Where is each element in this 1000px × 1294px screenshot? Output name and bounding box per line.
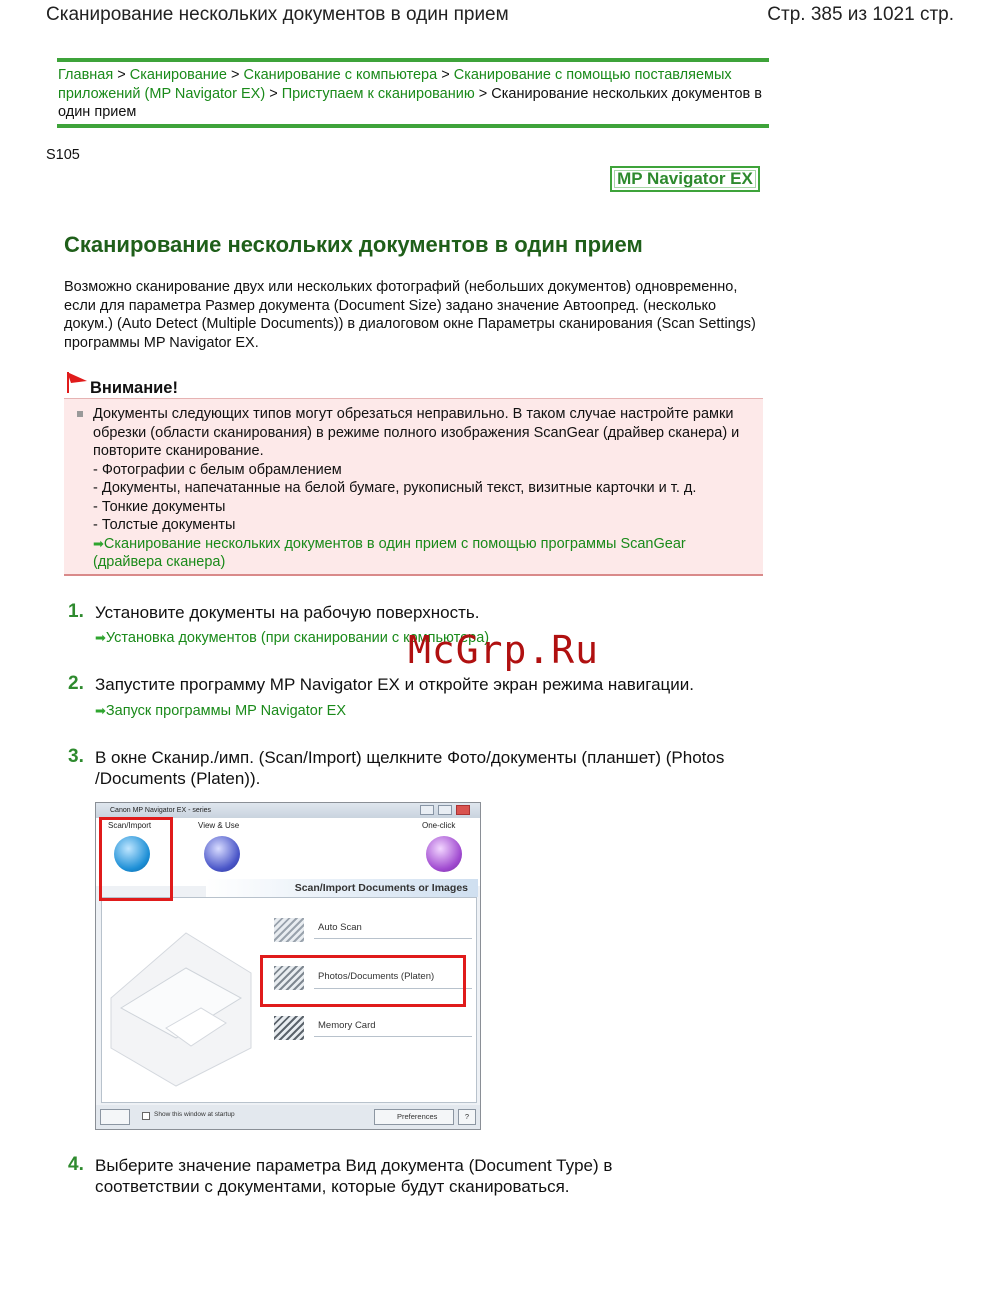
- warning-link[interactable]: Сканирование нескольких документов в один прием с помощью программы ScanGear (драйвера сканера): [93, 535, 686, 570]
- warning-flag-icon: [66, 371, 88, 393]
- step-text: Выберите значение параметра Вид документа (Document Type) в соответствии с документами, которые будут сканироваться.: [95, 1156, 613, 1196]
- warning-item: - Фотографии с белым обрамлением: [93, 461, 342, 478]
- tab-view-use[interactable]: View & Use: [198, 821, 240, 830]
- preferences-label: Preferences: [397, 1112, 438, 1121]
- breadcrumb-separator: >: [230, 67, 240, 83]
- app-screenshot: [95, 802, 481, 1130]
- highlight-scan-import: [99, 817, 173, 901]
- help-button[interactable]: [458, 1109, 476, 1125]
- warning-item: - Толстые документы: [93, 517, 236, 533]
- toggle-view-button[interactable]: [100, 1109, 130, 1125]
- step-link[interactable]: Установка документов (при сканировании с компьютера): [105, 630, 490, 646]
- maximize-icon[interactable]: [438, 805, 452, 815]
- warning-text: Документы следующих типов могут обрезаться неправильно. В таком случае настройте рамки обрезки (области сканирования) в режиме полного изображения ScanGear (драйвер сканера) и повторите сканирование.: [93, 406, 740, 459]
- breadcrumb-link-apps[interactable]: Сканирование с помощью поставляемых приложений (MP Navigator EX): [58, 67, 732, 102]
- breadcrumb-separator: >: [117, 67, 126, 83]
- one-click-icon[interactable]: [426, 836, 462, 872]
- auto-scan-icon[interactable]: [274, 918, 304, 942]
- step-link-row: [95, 703, 346, 719]
- warning-item: - Документы, напечатанные на белой бумаге, рукописный текст, визитные карточки и т. д.: [93, 480, 697, 496]
- tab-one-click[interactable]: One-click: [422, 821, 456, 830]
- section-banner: Scan/Import Documents or Images: [206, 879, 478, 897]
- badge-frame: [614, 170, 756, 188]
- page-code: S105: [46, 147, 80, 163]
- preferences-button[interactable]: [374, 1109, 454, 1125]
- step-number: 1.: [68, 601, 84, 622]
- warning-item: - Тонкие документы: [93, 498, 226, 515]
- option-memory-card[interactable]: Memory Card: [318, 1020, 376, 1031]
- document-title: Сканирование нескольких документов в один прием: [46, 4, 509, 25]
- scanner-illustration-icon: [106, 928, 256, 1088]
- breadcrumb-separator: >: [269, 85, 278, 102]
- breadcrumb-separator: >: [441, 67, 450, 83]
- divider-top: [57, 58, 769, 62]
- close-icon[interactable]: [456, 805, 470, 815]
- step-link[interactable]: Запуск программы MP Navigator EX: [105, 703, 347, 719]
- step-number: 2.: [68, 673, 84, 694]
- minimize-icon[interactable]: [420, 805, 434, 815]
- page-counter: Стр. 385 из 1021 стр.: [767, 4, 954, 25]
- breadcrumb-link-scanning[interactable]: Сканирование: [129, 67, 227, 83]
- option-divider: [314, 1036, 472, 1037]
- breadcrumb-link-home[interactable]: Главная: [58, 67, 114, 83]
- watermark: McGrp.Ru: [408, 628, 600, 672]
- breadcrumb-separator: >: [478, 85, 488, 102]
- breadcrumb-link-computer-scan[interactable]: Сканирование с компьютера: [243, 67, 438, 83]
- bullet-icon: [77, 411, 83, 417]
- arrow-right-icon: ➡: [95, 630, 106, 645]
- warning-link-row: [93, 535, 753, 572]
- step-number: 3.: [68, 746, 84, 767]
- app-badge: [610, 166, 760, 192]
- startup-checkbox-label: Show this window at startup: [154, 1111, 235, 1118]
- badge-label: MP Navigator EX: [617, 169, 753, 188]
- arrow-right-icon: ➡: [93, 535, 104, 551]
- step-text: Запустите программу MP Navigator EX и откройте экран режима навигации.: [95, 675, 694, 694]
- bottom-bar: [96, 1105, 480, 1129]
- intro-paragraph: Возможно сканирование двух или нескольких фотографий (небольших документов) одновременно, если для параметра Размер документа (Document Size) задано значение Автоопред. (несколько докум.) (Auto Detect (Multiple Documents)) в диалоговом окне Параметры сканирования (Scan Settings) программы MP Navigator EX.: [64, 279, 756, 351]
- breadcrumb: [58, 66, 768, 122]
- breadcrumb-link-start[interactable]: Приступаем к сканированию: [281, 85, 475, 102]
- highlight-photos-documents: [260, 955, 466, 1007]
- warning-title: Внимание!: [90, 379, 178, 397]
- step-number: 4.: [68, 1154, 84, 1175]
- page-heading: Сканирование нескольких документов в один прием: [64, 232, 643, 257]
- option-divider: [314, 938, 472, 939]
- option-photos-documents[interactable]: Photos/Documents (Platen): [318, 971, 435, 982]
- arrow-right-icon: ➡: [95, 703, 106, 718]
- step-text: В окне Сканир./имп. (Scan/Import) щелкните Фото/документы (планшет) (Photos /Documents (Platen)).: [95, 748, 725, 788]
- option-auto-scan[interactable]: Auto Scan: [318, 922, 362, 933]
- tab-scan-import[interactable]: Scan/Import: [108, 821, 152, 830]
- view-use-icon[interactable]: [204, 836, 240, 872]
- window-title: Canon MP Navigator EX - series: [110, 807, 212, 814]
- divider-bottom: [57, 124, 769, 128]
- memory-card-icon[interactable]: [274, 1016, 304, 1040]
- warning-content: [93, 405, 753, 572]
- startup-checkbox[interactable]: [142, 1112, 150, 1120]
- help-label: ?: [464, 1112, 470, 1121]
- step-text: Установите документы на рабочую поверхность.: [95, 603, 480, 622]
- breadcrumb-current: Сканирование нескольких документов в один прием: [58, 85, 762, 120]
